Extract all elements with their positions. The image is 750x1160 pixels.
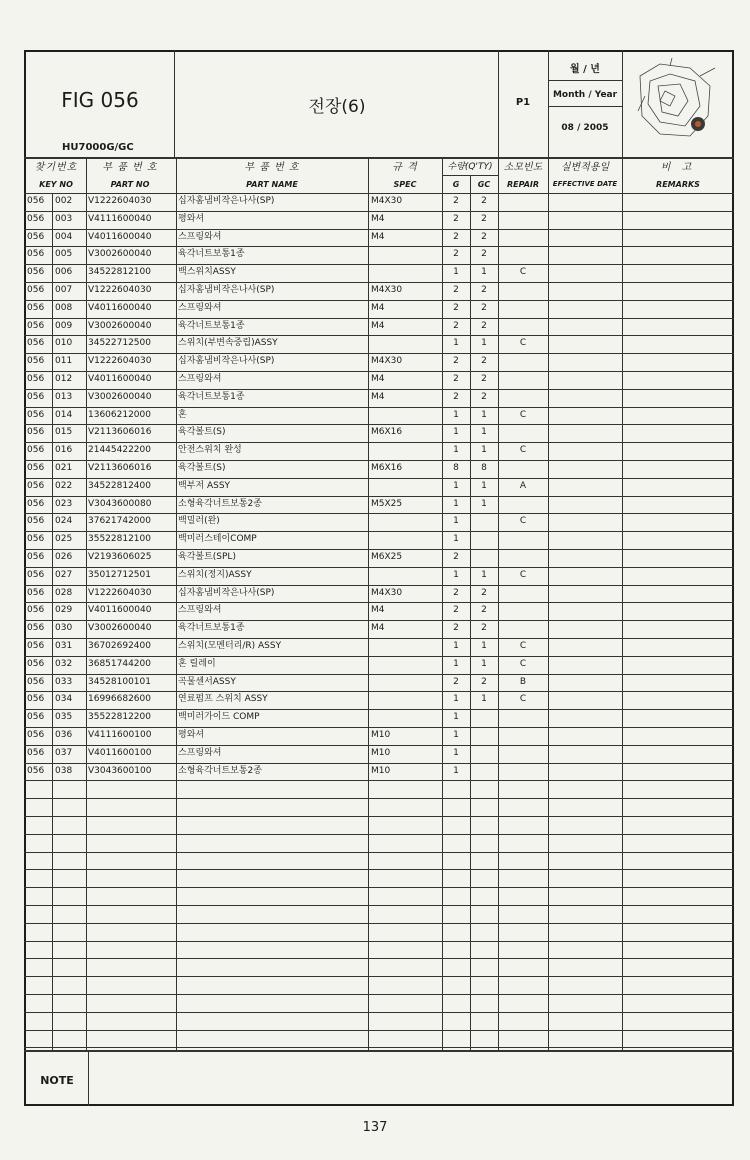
cell-key-no: 036 xyxy=(55,730,73,740)
cell-part-no: 13606212000 xyxy=(88,409,151,420)
cell-fig: 056 xyxy=(27,498,45,509)
cell-part-name: 백밀러(완) xyxy=(178,516,220,527)
cell-part-no: 34522812100 xyxy=(88,267,151,278)
grid-hline xyxy=(24,834,734,835)
month-year-en: Month / Year xyxy=(552,90,618,100)
cell-qty-g: 1 xyxy=(453,427,459,438)
cell-part-no: 35522812200 xyxy=(88,712,151,723)
cell-part-name: 소형육각너트보통2종 xyxy=(178,498,262,509)
cell-repair: C xyxy=(519,267,527,278)
cell-fig: 056 xyxy=(27,712,45,723)
cell-spec: M6X16 xyxy=(371,427,403,438)
cell-qty-gc: 1 xyxy=(481,498,487,509)
cell-qty-g: 1 xyxy=(453,694,459,705)
cell-part-name: 육각너트보통1종 xyxy=(178,320,245,331)
cell-part-no: 37621742000 xyxy=(88,516,151,527)
col-key-no-en: KEY NO xyxy=(39,179,73,189)
cell-qty-g: 1 xyxy=(453,765,459,776)
grid-vline xyxy=(498,50,499,157)
cell-part-name: 스프링와셔 xyxy=(178,605,222,616)
month-year-ko: 월 / 년 xyxy=(570,63,600,75)
grid-vline xyxy=(622,157,623,1050)
cell-qty-g: 1 xyxy=(453,516,459,527)
cell-qty-g: 1 xyxy=(453,480,459,491)
cell-qty-gc: 1 xyxy=(481,338,487,349)
grid-vline xyxy=(52,193,53,1050)
cell-part-name: 육각너트보통1종 xyxy=(178,623,245,634)
cell-qty-g: 1 xyxy=(453,641,459,651)
cell-key-no: 011 xyxy=(55,356,73,367)
cell-key-no: 021 xyxy=(55,463,73,473)
cell-repair: C xyxy=(519,658,527,669)
cell-part-no: V1222604030 xyxy=(88,587,152,598)
cell-fig: 056 xyxy=(27,587,45,598)
cell-part-name: 십자홈냄비작은나사(SP) xyxy=(178,196,275,206)
cell-qty-g: 2 xyxy=(453,320,459,331)
cell-part-name: 십자홈냄비작은나사(SP) xyxy=(178,356,275,367)
cell-part-name: 평와셔 xyxy=(178,213,205,224)
cell-key-no: 014 xyxy=(55,409,73,420)
cell-part-name: 스프링와셔 xyxy=(178,747,222,758)
cell-qty-gc: 1 xyxy=(481,480,487,491)
note-label: NOTE xyxy=(40,1073,74,1087)
grid-hline xyxy=(24,1050,734,1052)
cell-qty-gc: 2 xyxy=(481,676,487,687)
cell-spec: M4 xyxy=(371,374,385,384)
cell-part-no: 21445422200 xyxy=(88,445,151,456)
cell-part-no: 34522812400 xyxy=(88,480,151,491)
tractor-part-sketch-icon xyxy=(630,56,720,144)
cell-key-no: 006 xyxy=(55,267,73,278)
cell-key-no: 003 xyxy=(55,213,73,224)
cell-part-no: V3043600100 xyxy=(88,765,152,776)
cell-part-no: 34528100101 xyxy=(88,676,151,687)
cell-fig: 056 xyxy=(27,534,45,545)
cell-key-no: 009 xyxy=(55,320,73,331)
cell-part-name: 스위치(부변속중립)ASSY xyxy=(178,338,278,349)
cell-spec: M10 xyxy=(371,765,391,776)
cell-part-no: V3043600080 xyxy=(88,498,152,509)
cell-part-no: V4111600040 xyxy=(88,213,152,224)
cell-qty-gc: 2 xyxy=(481,196,487,206)
model-label: HU7000G/GC xyxy=(62,142,134,153)
cell-fig: 056 xyxy=(27,480,45,491)
cell-qty-g: 1 xyxy=(453,338,459,349)
cell-key-no: 027 xyxy=(55,569,73,580)
grid-vline xyxy=(88,1050,89,1106)
cell-spec: M4 xyxy=(371,605,385,616)
cell-fig: 056 xyxy=(27,552,45,562)
cell-spec: M4X30 xyxy=(371,285,403,295)
cell-part-no: V3002600040 xyxy=(88,623,152,634)
cell-fig: 056 xyxy=(27,605,45,616)
cell-part-name: 백미러가이드 COMP xyxy=(178,712,260,723)
cell-part-name: 스위치(정지)ASSY xyxy=(178,569,252,580)
cell-key-no: 010 xyxy=(55,338,73,349)
cell-qty-gc: 1 xyxy=(481,569,487,580)
cell-qty-gc: 2 xyxy=(481,391,487,402)
cell-part-name: 스프링와셔 xyxy=(178,374,222,384)
grid-hline xyxy=(24,994,734,995)
cell-key-no: 022 xyxy=(55,480,73,491)
grid-vline xyxy=(548,50,549,157)
cell-fig: 056 xyxy=(27,409,45,420)
cell-fig: 056 xyxy=(27,765,45,776)
cell-fig: 056 xyxy=(27,658,45,669)
grid-vline xyxy=(622,50,623,157)
cell-repair: C xyxy=(519,516,527,527)
cell-qty-gc: 2 xyxy=(481,587,487,598)
cell-part-name: 스프링와셔 xyxy=(178,302,222,313)
cell-qty-g: 2 xyxy=(453,587,459,598)
cell-qty-g: 2 xyxy=(453,213,459,224)
cell-qty-g: 2 xyxy=(453,623,459,634)
cell-part-name: 백스위치ASSY xyxy=(178,267,236,278)
cell-qty-gc: 2 xyxy=(481,213,487,224)
cell-part-name: 육각볼트(S) xyxy=(178,427,226,438)
cell-part-no: V4111600100 xyxy=(88,730,152,740)
cell-fig: 056 xyxy=(27,747,45,758)
cell-part-no: V3002600040 xyxy=(88,391,152,402)
cell-fig: 056 xyxy=(27,516,45,527)
grid-hline xyxy=(24,852,734,853)
cell-part-no: V2113606016 xyxy=(88,427,152,438)
cell-part-no: V1222604030 xyxy=(88,196,152,206)
cell-spec: M6X25 xyxy=(371,552,403,562)
cell-fig: 056 xyxy=(27,641,45,651)
cell-key-no: 015 xyxy=(55,427,73,438)
col-part-name-ko: 부 품 번 호 xyxy=(244,161,300,173)
cell-qty-gc: 2 xyxy=(481,356,487,367)
cell-qty-g: 8 xyxy=(453,463,459,473)
cell-part-no: 34522712500 xyxy=(88,338,151,349)
cell-repair: C xyxy=(519,641,527,651)
cell-qty-g: 2 xyxy=(453,356,459,367)
cell-repair: C xyxy=(519,409,527,420)
cell-repair: C xyxy=(519,338,527,349)
cell-fig: 056 xyxy=(27,427,45,438)
cell-qty-gc: 1 xyxy=(481,658,487,669)
cell-part-no: V4011600040 xyxy=(88,302,152,313)
cell-part-name: 혼 xyxy=(178,409,187,420)
page-title: 전장(6) xyxy=(308,96,366,117)
cell-qty-g: 1 xyxy=(453,534,459,545)
cell-part-no: 36702692400 xyxy=(88,641,151,651)
cell-key-no: 005 xyxy=(55,249,73,260)
cell-spec: M6X16 xyxy=(371,463,403,473)
cell-part-no: V2113606016 xyxy=(88,463,152,473)
col-qty-gc: GC xyxy=(477,179,491,189)
page-code: P1 xyxy=(515,96,531,108)
cell-key-no: 012 xyxy=(55,374,73,384)
grid-hline xyxy=(24,976,734,977)
cell-fig: 056 xyxy=(27,463,45,473)
col-part-no-ko: 부 품 번 호 xyxy=(102,161,158,173)
grid-vline xyxy=(548,157,549,1050)
cell-key-no: 002 xyxy=(55,196,73,206)
cell-part-name: 육각볼트(SPL) xyxy=(178,552,236,562)
cell-qty-gc: 2 xyxy=(481,249,487,260)
cell-part-no: 35012712501 xyxy=(88,569,151,580)
cell-part-no: V4011600040 xyxy=(88,231,152,242)
grid-vline xyxy=(176,157,177,1050)
cell-key-no: 026 xyxy=(55,552,73,562)
cell-qty-gc: 1 xyxy=(481,267,487,278)
cell-repair: C xyxy=(519,445,527,456)
col-qty-ko: 수량(Q'TY) xyxy=(447,161,493,172)
grid-hline xyxy=(548,106,622,107)
cell-fig: 056 xyxy=(27,623,45,634)
cell-part-name: 연료펌프 스위치 ASSY xyxy=(178,694,268,705)
cell-spec: M4X30 xyxy=(371,196,403,206)
cell-qty-g: 2 xyxy=(453,249,459,260)
cell-qty-gc: 2 xyxy=(481,231,487,242)
col-part-name-en: PART NAME xyxy=(246,179,298,189)
cell-part-no: V3002600040 xyxy=(88,249,152,260)
cell-key-no: 034 xyxy=(55,694,73,705)
cell-qty-g: 1 xyxy=(453,409,459,420)
cell-fig: 056 xyxy=(27,445,45,456)
cell-part-no: V4011600040 xyxy=(88,374,152,384)
col-key-no-ko: 찾기번호 xyxy=(34,161,78,173)
col-qty-g: G xyxy=(452,179,460,189)
cell-spec: M4X30 xyxy=(371,356,403,367)
cell-key-no: 004 xyxy=(55,231,73,242)
cell-part-name: 십자홈냄비작은나사(SP) xyxy=(178,285,275,295)
cell-qty-gc: 1 xyxy=(481,427,487,438)
cell-qty-gc: 1 xyxy=(481,409,487,420)
cell-qty-g: 2 xyxy=(453,285,459,295)
cell-qty-g: 1 xyxy=(453,712,459,723)
cell-part-name: 스위치(모멘터리/R) ASSY xyxy=(178,641,282,651)
cell-part-name: 소형육각너트보통2종 xyxy=(178,765,262,776)
cell-qty-g: 2 xyxy=(453,231,459,242)
cell-spec: M4 xyxy=(371,231,385,242)
cell-spec: M4X30 xyxy=(371,587,403,598)
grid-hline xyxy=(24,869,734,870)
col-effective-en: EFFECTIVE DATE xyxy=(552,180,618,188)
col-effective-ko: 실변적용일 xyxy=(560,161,610,173)
cell-qty-g: 2 xyxy=(453,302,459,313)
cell-part-no: V1222604030 xyxy=(88,356,152,367)
cell-qty-g: 1 xyxy=(453,498,459,509)
cell-key-no: 029 xyxy=(55,605,73,616)
cell-qty-g: 2 xyxy=(453,552,459,562)
cell-qty-gc: 2 xyxy=(481,374,487,384)
cell-spec: M4 xyxy=(371,391,385,402)
cell-qty-g: 2 xyxy=(453,196,459,206)
cell-spec: M5X25 xyxy=(371,498,403,509)
cell-key-no: 037 xyxy=(55,747,73,758)
col-part-no-en: PART NO xyxy=(110,179,150,189)
col-spec-en: SPEC xyxy=(393,179,417,189)
cell-part-name: 십자홈냄비작은나사(SP) xyxy=(178,587,275,598)
cell-qty-g: 1 xyxy=(453,658,459,669)
cell-qty-gc: 2 xyxy=(481,302,487,313)
cell-key-no: 028 xyxy=(55,587,73,598)
cell-fig: 056 xyxy=(27,374,45,384)
cell-fig: 056 xyxy=(27,213,45,224)
cell-spec: M4 xyxy=(371,623,385,634)
cell-fig: 056 xyxy=(27,196,45,206)
date-value: 08 / 2005 xyxy=(561,123,609,133)
cell-key-no: 031 xyxy=(55,641,73,651)
grid-hline xyxy=(24,1012,734,1013)
cell-fig: 056 xyxy=(27,267,45,278)
grid-vline xyxy=(174,50,175,157)
cell-qty-gc: 2 xyxy=(481,623,487,634)
cell-key-no: 030 xyxy=(55,623,73,634)
col-repair-en: REPAIR xyxy=(506,179,540,189)
grid-hline xyxy=(24,1030,734,1031)
cell-key-no: 016 xyxy=(55,445,73,456)
cell-spec: M4 xyxy=(371,320,385,331)
col-spec-ko: 규 격 xyxy=(392,161,418,173)
cell-part-no: V1222604030 xyxy=(88,285,152,295)
cell-part-no: V3002600040 xyxy=(88,320,152,331)
cell-key-no: 038 xyxy=(55,765,73,776)
cell-qty-gc: 2 xyxy=(481,285,487,295)
cell-spec: M4 xyxy=(371,213,385,224)
cell-qty-g: 1 xyxy=(453,730,459,740)
cell-part-name: 곡물센서ASSY xyxy=(178,676,236,687)
grid-vline xyxy=(86,157,87,1050)
cell-fig: 056 xyxy=(27,391,45,402)
cell-repair: B xyxy=(519,676,527,687)
cell-part-no: V2193606025 xyxy=(88,552,152,562)
cell-qty-g: 1 xyxy=(453,747,459,758)
grid-hline xyxy=(24,816,734,817)
cell-key-no: 035 xyxy=(55,712,73,723)
cell-fig: 056 xyxy=(27,730,45,740)
cell-fig: 056 xyxy=(27,231,45,242)
cell-qty-gc: 2 xyxy=(481,605,487,616)
grid-vline xyxy=(368,157,369,1050)
grid-hline xyxy=(24,958,734,959)
cell-part-name: 혼 릴레이 xyxy=(178,658,216,669)
cell-fig: 056 xyxy=(27,285,45,295)
cell-part-name: 육각너트보통1종 xyxy=(178,249,245,260)
cell-fig: 056 xyxy=(27,302,45,313)
cell-key-no: 023 xyxy=(55,498,73,509)
cell-spec: M10 xyxy=(371,747,391,758)
cell-fig: 056 xyxy=(27,249,45,260)
col-remarks-ko: 비 고 xyxy=(660,161,696,173)
cell-key-no: 032 xyxy=(55,658,73,669)
cell-qty-gc: 1 xyxy=(481,694,487,705)
cell-qty-g: 1 xyxy=(453,569,459,580)
cell-key-no: 013 xyxy=(55,391,73,402)
cell-repair: A xyxy=(519,480,527,491)
grid-hline xyxy=(24,157,734,159)
grid-hline xyxy=(548,80,622,81)
cell-qty-gc: 1 xyxy=(481,641,487,651)
cell-part-name: 평와셔 xyxy=(178,730,205,740)
cell-qty-g: 1 xyxy=(453,267,459,278)
cell-qty-g: 2 xyxy=(453,605,459,616)
cell-key-no: 033 xyxy=(55,676,73,687)
fig-label: FIG 056 xyxy=(61,88,139,112)
cell-qty-gc: 2 xyxy=(481,320,487,331)
cell-part-name: 백부저 ASSY xyxy=(178,480,231,491)
cell-key-no: 008 xyxy=(55,302,73,313)
cell-key-no: 024 xyxy=(55,516,73,527)
grid-hline xyxy=(24,1047,734,1048)
cell-repair: C xyxy=(519,694,527,705)
cell-part-no: V4011600040 xyxy=(88,605,152,616)
cell-part-no: 16996682600 xyxy=(88,694,151,705)
cell-qty-g: 2 xyxy=(453,676,459,687)
cell-qty-gc: 8 xyxy=(481,463,487,473)
cell-qty-g: 2 xyxy=(453,374,459,384)
grid-vline xyxy=(498,157,499,1050)
cell-part-name: 백미러스테이COMP xyxy=(178,534,257,545)
col-repair-ko: 소모빈도 xyxy=(503,161,543,173)
cell-key-no: 007 xyxy=(55,285,73,295)
cell-key-no: 025 xyxy=(55,534,73,545)
cell-part-name: 안전스위치 완성 xyxy=(178,445,242,456)
cell-fig: 056 xyxy=(27,694,45,705)
page-number: 137 xyxy=(362,1120,388,1135)
cell-fig: 056 xyxy=(27,338,45,349)
grid-hline xyxy=(24,941,734,942)
cell-fig: 056 xyxy=(27,569,45,580)
cell-repair: C xyxy=(519,569,527,580)
cell-spec: M10 xyxy=(371,730,391,740)
grid-hline xyxy=(24,923,734,924)
cell-qty-g: 2 xyxy=(453,391,459,402)
grid-hline xyxy=(24,905,734,906)
cell-part-name: 육각너트보통1종 xyxy=(178,391,245,402)
cell-part-no: V4011600100 xyxy=(88,747,152,758)
cell-fig: 056 xyxy=(27,676,45,687)
cell-qty-g: 1 xyxy=(453,445,459,456)
grid-hline xyxy=(24,887,734,888)
cell-fig: 056 xyxy=(27,356,45,367)
cell-part-name: 육각볼트(S) xyxy=(178,463,226,473)
col-remarks-en: REMARKS xyxy=(656,179,700,189)
cell-spec: M4 xyxy=(371,302,385,313)
cell-qty-gc: 1 xyxy=(481,445,487,456)
grid-hline xyxy=(24,798,734,799)
cell-part-name: 스프링와셔 xyxy=(178,231,222,242)
cell-fig: 056 xyxy=(27,320,45,331)
cell-part-no: 35522812100 xyxy=(88,534,151,545)
cell-part-no: 36851744200 xyxy=(88,658,151,669)
